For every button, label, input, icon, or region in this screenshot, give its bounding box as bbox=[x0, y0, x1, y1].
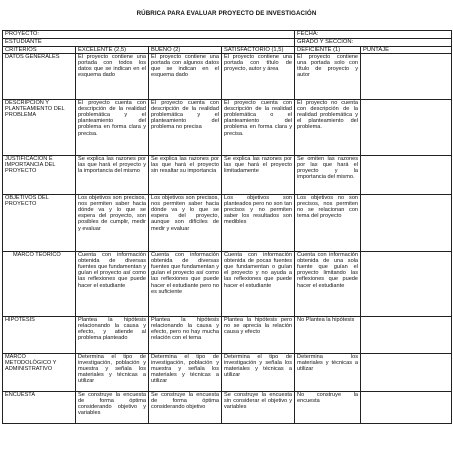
puntaje-cell[interactable] bbox=[361, 252, 452, 317]
column-header: SATISFACTORIO (1,5) bbox=[222, 47, 295, 54]
satisfactorio-cell: Plantea la hipótesis pero no se aprecia la relación causa y efecto bbox=[222, 317, 295, 354]
excelente-cell: Los objetivos son precisos, nos permiten saber hacia dónde va y lo que se espera del proyecto, son posibles de cumplir, medir y evaluar bbox=[76, 195, 149, 252]
deficiente-cell: El proyecto contiene una portada solo con título de proyecto y autor bbox=[295, 54, 361, 100]
table-row bbox=[3, 54, 452, 100]
criterion-cell: DATOS GENERALES bbox=[3, 54, 76, 100]
fecha-field: FECHA: bbox=[295, 31, 452, 39]
excelente-cell: Se construye la encuesta de forma óptima considerando objetivo y variables bbox=[76, 392, 149, 424]
grado-field: GRADO Y SECCIÓN: bbox=[295, 39, 452, 47]
table-row bbox=[3, 195, 452, 252]
puntaje-cell[interactable] bbox=[361, 392, 452, 424]
criterion-cell: MARCO TEÓRICO bbox=[3, 252, 76, 317]
puntaje-cell[interactable] bbox=[361, 317, 452, 354]
satisfactorio-cell: Se construye la encuesta sin considerar el objetivo y variables bbox=[222, 392, 295, 424]
criterion-cell: ENCUESTA bbox=[3, 392, 76, 424]
satisfactorio-cell: Determina el tipo de investigación y señala los materiales y técnicas a utilizar bbox=[222, 354, 295, 392]
puntaje-cell[interactable] bbox=[361, 354, 452, 392]
excelente-cell: El proyecto cuenta con descripción de la realidad problemática y el planteamiento del problema en forma clara y precisa. bbox=[76, 100, 149, 156]
satisfactorio-cell: El proyecto cuenta con descripción de la realidad problemática o el planteamiento del problema en forma clara y precisa. bbox=[222, 100, 295, 156]
deficiente-cell: No Plantea la hipótesis bbox=[295, 317, 361, 354]
bueno-cell: Plantea la hipótesis relacionando la causa y efecto, pero no hay mucha relación con el tema bbox=[149, 317, 222, 354]
deficiente-cell: Determina los materiales y técnicas a utilizar bbox=[295, 354, 361, 392]
rubric-sheet bbox=[2, 30, 451, 424]
column-header: CRITERIOS bbox=[3, 47, 76, 54]
satisfactorio-cell: El proyecto contiene una portada con título de proyecto, autor y área bbox=[222, 54, 295, 100]
excelente-cell: Cuenta con información obtenida de diversas fuentes que fundamentan y guían el proyecto así como las reflexiones que puede hacer el estudiante bbox=[76, 252, 149, 317]
column-header: BUENO (2) bbox=[149, 47, 222, 54]
criterion-cell: HIPÓTESIS bbox=[3, 317, 76, 354]
bueno-cell: El proyecto cuenta con descripción de la realidad problemática y el planteamiento del problema no precisa bbox=[149, 100, 222, 156]
criterion-cell: JUSTIFICACIÓN E IMPORTANCIA DEL PROYECTO bbox=[3, 156, 76, 195]
excelente-cell: El proyecto contiene una portada con todos los datos que se indican en el esquema dado bbox=[76, 54, 149, 100]
column-header: DEFICIENTE (1) bbox=[295, 47, 361, 54]
satisfactorio-cell: Los objetivos son planteados pero no son tan precisos y no permiten saber los resultados son medibles bbox=[222, 195, 295, 252]
deficiente-cell: No construye la encuesta bbox=[295, 392, 361, 424]
criterion-cell: DESCRIPCIÓN Y PLANTEAMIENTO DEL PROBLEMA bbox=[3, 100, 76, 156]
puntaje-cell[interactable] bbox=[361, 54, 452, 100]
estudiante-field: ESTUDIANTE bbox=[3, 39, 295, 47]
table-row bbox=[3, 156, 452, 195]
column-header: PUNTAJE bbox=[361, 47, 452, 54]
bueno-cell: Cuenta con información obtenida de diversas fuentes que fundamentan y guían el proyecto así como las reflexiones que puede hacer el estudiante pero no es suficiente bbox=[149, 252, 222, 317]
excelente-cell: Plantea la hipótesis relacionando la causa y efecto, y atiende al problema planteado bbox=[76, 317, 149, 354]
criterion-cell: MARCO METODOLÓGICO Y ADMINISTRATIVO bbox=[3, 354, 76, 392]
satisfactorio-cell: Se explica las razones por las que hará el proyecto limitadamente bbox=[222, 156, 295, 195]
puntaje-cell[interactable] bbox=[361, 156, 452, 195]
table-row bbox=[3, 100, 452, 156]
deficiente-cell: El proyecto no cuenta con descripción de la realidad problemática y el planteamiento del problema. bbox=[295, 100, 361, 156]
puntaje-cell[interactable] bbox=[361, 100, 452, 156]
document-title: RÚBRICA PARA EVALUAR PROYECTO DE INVESTIGACIÓN bbox=[136, 10, 317, 17]
proyecto-field: PROYECTO: bbox=[3, 31, 295, 39]
criterion-cell: OBJETIVOS DEL PROYECTO bbox=[3, 195, 76, 252]
column-header: EXCELENTE (2,5) bbox=[76, 47, 149, 54]
column-header-row bbox=[3, 47, 452, 54]
bueno-cell: Los objetivos son precisos, nos permiten saber hacia dónde va y lo que se espera del proyecto, aunque son difíciles de medir y evaluar bbox=[149, 195, 222, 252]
bueno-cell: Determina el tipo de investigación, población y muestra y señala los materiales y técnicas a utilizar bbox=[149, 354, 222, 392]
table-row bbox=[3, 252, 452, 317]
excelente-cell: Se explica las razones por las que hará el proyecto y la importancia del mismo bbox=[76, 156, 149, 195]
bueno-cell: Se construye la encuesta de forma óptima considerando objetivo bbox=[149, 392, 222, 424]
rubric-table bbox=[2, 30, 452, 424]
header-row-proyecto bbox=[3, 31, 452, 39]
table-row bbox=[3, 317, 452, 354]
satisfactorio-cell: Cuenta con información obtenida de pocas fuentes que fundamentan o guían el proyecto y no ayuda a las reflexiones que puede hacer el estudiante bbox=[222, 252, 295, 317]
header-row-estudiante bbox=[3, 39, 452, 47]
puntaje-cell[interactable] bbox=[361, 195, 452, 252]
table-row bbox=[3, 354, 452, 392]
deficiente-cell: Cuenta con información obtenida de una sola fuente que guían el proyecto limitando las reflexiones que puede hacer el estudiante bbox=[295, 252, 361, 317]
table-row bbox=[3, 392, 452, 424]
bueno-cell: El proyecto contiene una portada con algunos datos que se indican en el esquema dado bbox=[149, 54, 222, 100]
deficiente-cell: Se omiten las razones por las que hará el proyecto y la importancia del mismo. bbox=[295, 156, 361, 195]
excelente-cell: Determina el tipo de investigación, población y muestra y señala los materiales y técnicas a utilizar bbox=[76, 354, 149, 392]
deficiente-cell: Los objetivos no son precisos, nos permiten no se relacionan con tema del proyecto bbox=[295, 195, 361, 252]
bueno-cell: Se explica las razones por las que hará el proyecto sin resaltar su importancia bbox=[149, 156, 222, 195]
